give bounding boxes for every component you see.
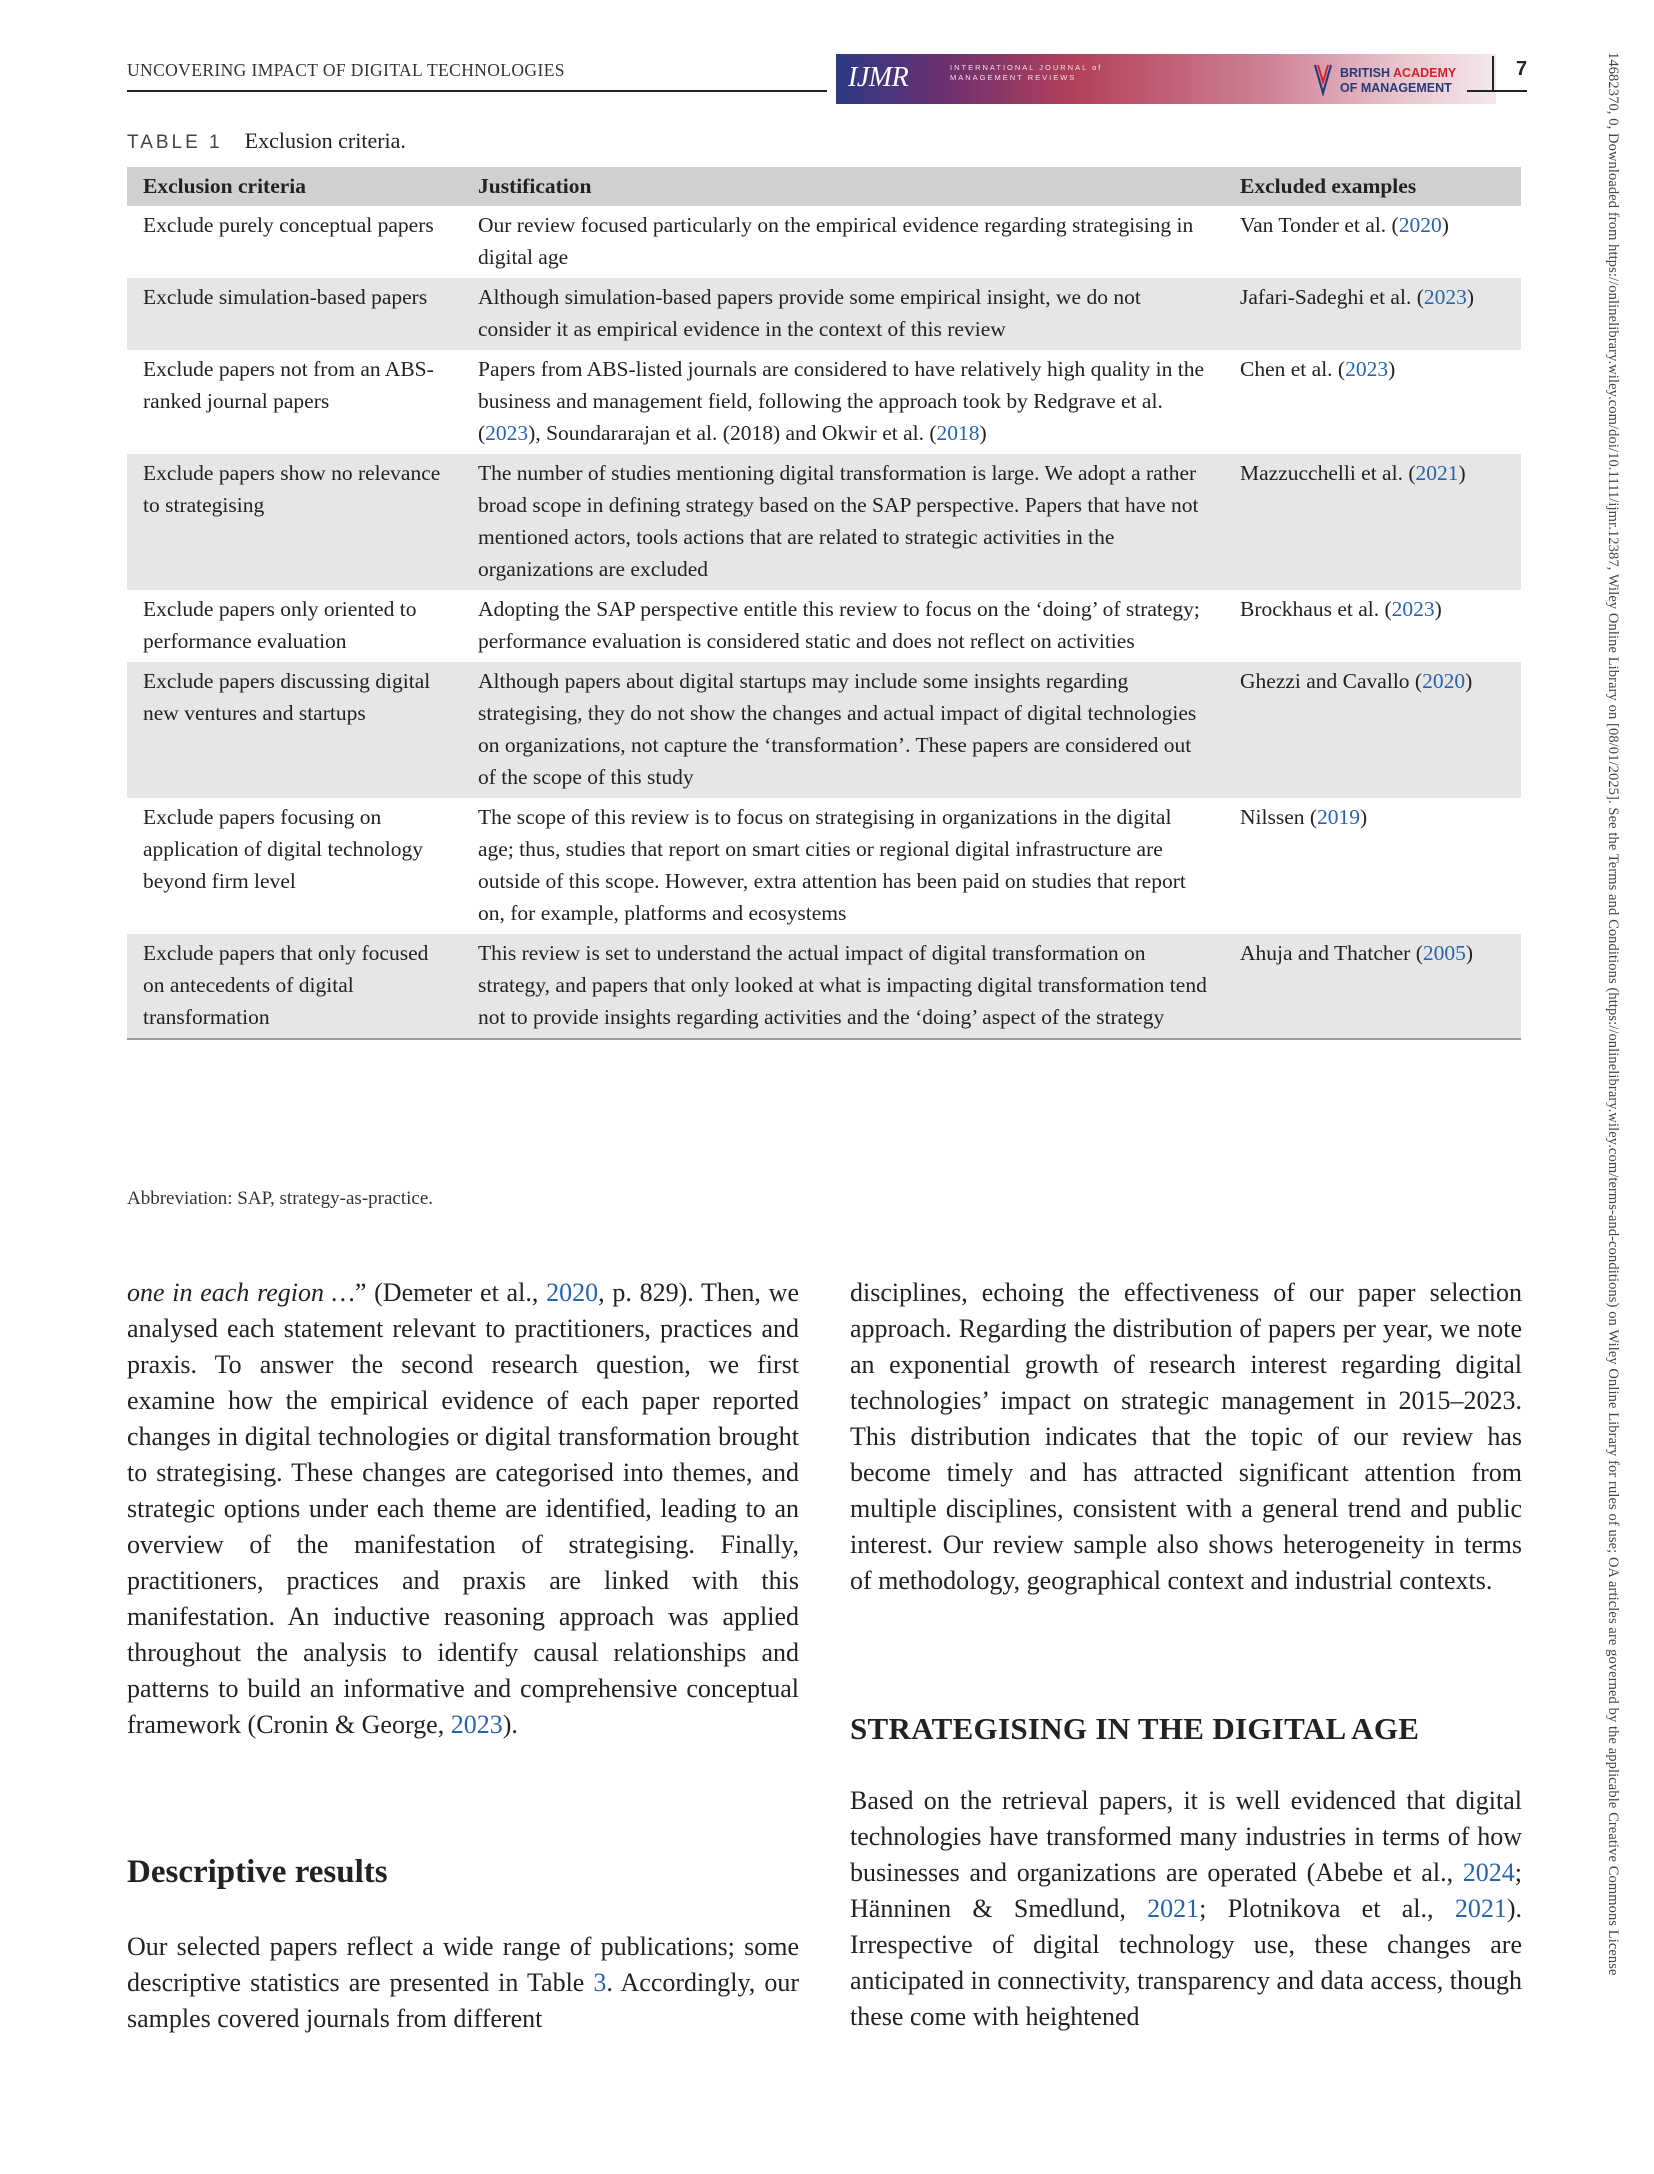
- justification-cell: Although simulation-based papers provide some empirical insight, we do not consider it as empirical evidence in the context of this review: [462, 278, 1224, 350]
- justification-cell: The scope of this review is to focus on strategising in organizations in the digital age; thus, studies that report on smart cities or regional digital infrastructure are outside of this scope. However, extra attention has been paid on studies that report on, for example, platforms and ecosystems: [478, 805, 1186, 925]
- section-heading-strategising: STRATEGISING IN THE DIGITAL AGE: [850, 1711, 1420, 1746]
- citation-link[interactable]: 2023: [1423, 285, 1467, 309]
- citation-link[interactable]: 2020: [1398, 213, 1442, 237]
- right-column-bottom: [850, 1783, 1522, 2035]
- table-row: [127, 350, 1521, 454]
- download-side-note: 14682370, 0, Downloaded from https://onlinelibrary.wiley.com/doi/10.1111/ijmr.12387, Wiley Online Library on [08/01/2025]. See the Terms and Conditions (https://onlinelibrary.wiley.com/terms-and-conditions) on Wiley Online Library for rules of use; OA articles are governed by the applicable Creative Commons License: [1605, 52, 1621, 1976]
- column-header-examples: Excluded examples: [1224, 167, 1521, 206]
- table-row: [127, 454, 1521, 590]
- citation-link[interactable]: 2021: [1147, 1894, 1200, 1923]
- left-column: [127, 1275, 799, 1743]
- example-cell: Mazzucchelli et al. (2021): [1224, 454, 1521, 590]
- society-line2: OF MANAGEMENT: [1340, 81, 1452, 95]
- society-line1: BRITISH: [1340, 66, 1390, 80]
- citation-link[interactable]: 2023: [1345, 357, 1389, 381]
- table-caption: [127, 128, 406, 154]
- justification-cell: Our review focused particularly on the empirical evidence regarding strategising in digital age: [478, 213, 1194, 269]
- citation-link[interactable]: 2024: [1462, 1858, 1515, 1887]
- criteria-cell: Exclude papers focusing on application of digital technology beyond firm level: [143, 805, 424, 893]
- page-number-rule: [1492, 56, 1494, 92]
- citation-link[interactable]: 2023: [1391, 597, 1435, 621]
- criteria-cell: Exclude papers show no relevance to strategising: [127, 454, 462, 590]
- criteria-cell: Exclude papers that only focused on antecedents of digital transformation: [127, 934, 462, 1039]
- justification-cell: This review is set to understand the actual impact of digital transformation on strategy, and papers that only looked at what is impacting digital transformation tend not to provide insights regarding activities and the ‘doing’ aspect of the strategy: [462, 934, 1224, 1039]
- example-cell: Jafari-Sadeghi et al. (2023): [1224, 278, 1521, 350]
- right-column: [850, 1275, 1522, 1599]
- society-line1-accent: ACADEMY: [1393, 66, 1457, 80]
- section-heading-descriptive-results: Descriptive results: [127, 1854, 388, 1890]
- header-rule: [127, 90, 827, 92]
- body-paragraph: one in each region …” (Demeter et al., 2020, p. 829). Then, we analysed each statement relevant to practitioners, practices and praxis. To answer the second research question, we first examine how the empirical evidence of each paper reported changes in digital technologies or digital transformation brought to strategising. These changes are categorised into themes, and strategic options under each theme are identified, leading to an overview of the manifestation of strategising. Finally, practitioners, practices and praxis are linked with this manifestation. An inductive reasoning approach was applied throughout the analysis to identify causal relationships and patterns to build an informative and comprehensive conceptual framework (Cronin & George, 2023).: [127, 1278, 799, 1739]
- citation-link[interactable]: 2023: [485, 421, 529, 445]
- table-row: [127, 590, 1521, 662]
- example-cell: Van Tonder et al. (2020): [1240, 213, 1449, 237]
- citation-link[interactable]: 2005: [1422, 941, 1466, 965]
- example-cell: Ahuja and Thatcher (2005): [1224, 934, 1521, 1039]
- justification-cell: Adopting the SAP perspective entitle this review to focus on the ‘doing’ of strategy; performance evaluation is considered static and does not reflect on activities: [478, 597, 1200, 653]
- journal-banner: [836, 54, 1496, 104]
- running-title: UNCOVERING IMPACT OF DIGITAL TECHNOLOGIES: [127, 60, 565, 80]
- society-logo-icon: [1312, 62, 1334, 96]
- citation-link[interactable]: 2020: [546, 1278, 599, 1307]
- table-row: [127, 798, 1521, 934]
- body-paragraph: Based on the retrieval papers, it is well evidenced that digital technologies have transformed many industries in terms of how businesses and organizations are operated (Abebe et al., 2024; Hänninen & Smedlund, 2021; Plotnikova et al., 2021). Irrespective of digital technology use, these changes are anticipated in connectivity, transparency and data access, though these come with heightened: [850, 1786, 1522, 2031]
- page-number: 7: [1516, 58, 1528, 80]
- criteria-cell: Exclude papers not from an ABS-ranked journal papers: [143, 357, 434, 413]
- table-footnote: Abbreviation: SAP, strategy-as-practice.: [127, 1188, 434, 1209]
- example-cell: Brockhaus et al. (2023): [1240, 597, 1442, 621]
- criteria-cell: Exclude papers discussing digital new ventures and startups: [127, 662, 462, 798]
- citation-link[interactable]: 2023: [450, 1710, 503, 1739]
- table-row: [127, 934, 1521, 1039]
- criteria-cell: Exclude simulation-based papers: [127, 278, 462, 350]
- body-paragraph: disciplines, echoing the effectiveness of our paper selection approach. Regarding the distribution of papers per year, we note an exponential growth of research interest regarding digital technologies’ impact on strategic management in 2015–2023. This distribution indicates that the topic of our review has become timely and has attracted significant attention from multiple disciplines, consistent with a general trend and public interest. Our review sample also shows heterogeneity in terms of methodology, geographical context and industrial contexts.: [850, 1278, 1522, 1595]
- example-cell: Chen et al. (2023): [1240, 357, 1396, 381]
- citation-link[interactable]: 2021: [1454, 1894, 1507, 1923]
- citation-link[interactable]: 2020: [1422, 669, 1466, 693]
- criteria-cell: Exclude papers only oriented to performance evaluation: [143, 597, 417, 653]
- table-caption-text: Exclusion criteria.: [244, 128, 406, 153]
- citation-link[interactable]: 2019: [1317, 805, 1361, 829]
- table-row: [127, 206, 1521, 278]
- citation-link[interactable]: 2021: [1415, 461, 1459, 485]
- table-header-row: [127, 167, 1521, 206]
- table-row: [127, 662, 1521, 798]
- justification-cell: The number of studies mentioning digital transformation is large. We adopt a rather broad scope in defining strategy based on the SAP perspective. Papers that have not mentioned actors, tools actions that are related to strategic activities in the organizations are excluded: [462, 454, 1224, 590]
- column-header-criteria: Exclusion criteria: [127, 167, 462, 206]
- table-reference-link[interactable]: 3: [593, 1968, 607, 1997]
- body-paragraph: Our selected papers reflect a wide range of publications; some descriptive statistics are presented in Table 3. Accordingly, our samples covered journals from different: [127, 1932, 800, 2033]
- journal-subtitle: INTERNATIONAL JOURNAL of MANAGEMENT REVIEWS: [950, 63, 1103, 82]
- justification-cell: Although papers about digital startups may include some insights regarding strategising, they do not show the changes and actual impact of digital technologies on organizations, not capture the ‘transformation’. These papers are considered out of the scope of this study: [462, 662, 1224, 798]
- left-column-bottom: [127, 1929, 799, 2037]
- table-row: [127, 278, 1521, 350]
- example-cell: Ghezzi and Cavallo (2020): [1224, 662, 1521, 798]
- column-header-justification: Justification: [462, 167, 1224, 206]
- citation-link[interactable]: 2018: [936, 421, 980, 445]
- society-name: [1340, 66, 1480, 96]
- page-number-underline: [1467, 90, 1527, 92]
- journal-logo: IJMR: [848, 62, 909, 93]
- justification-cell: Papers from ABS-listed journals are considered to have relatively high quality in the business and management field, following the approach took by Redgrave et al. (2023), Soundararajan et al. (2018) and Okwir et al. (2018): [478, 357, 1205, 445]
- table-label: TABLE 1: [127, 132, 223, 153]
- exclusion-criteria-table: [127, 167, 1521, 1040]
- criteria-cell: Exclude purely conceptual papers: [143, 213, 434, 237]
- example-cell: Nilssen (2019): [1240, 805, 1368, 829]
